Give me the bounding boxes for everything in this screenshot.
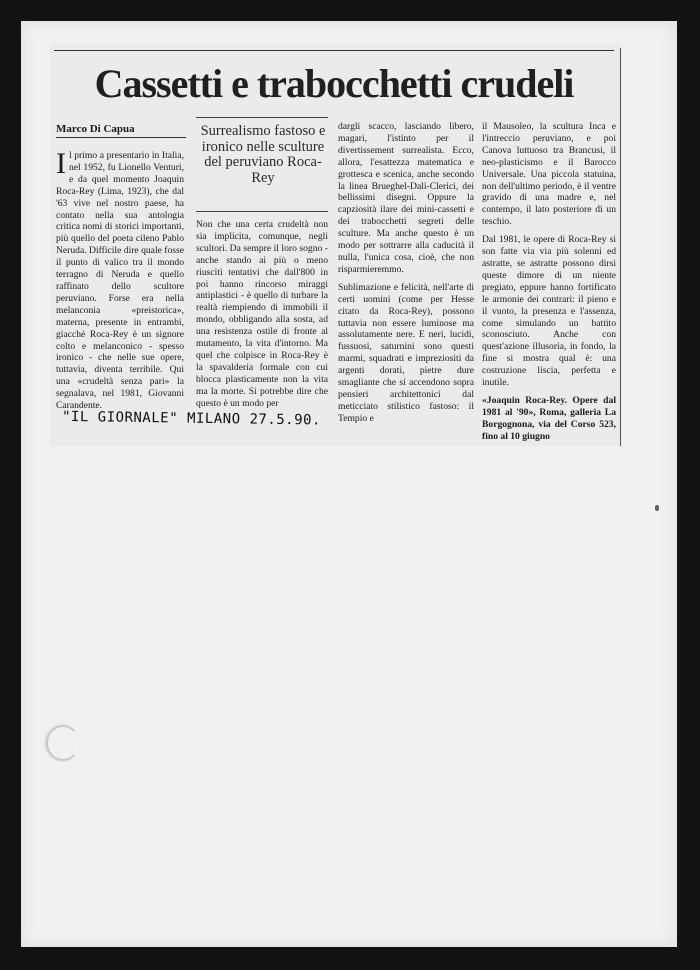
column-4-paragraph-2: Dal 1981, le opere di Roca-Rey si son fatte via via più solenni ed astratte, se astratte possono dirsi queste dimore di un niente pregiato, eppure hanno fortificato le armonie dei contrari: il pieno e il vuoto, la presenza e l'assenza, come simulando un battito sconosciuto. Anche con quest'azione illusoria, in fondo, la fine si mostra qual è: una costruzione liscia, perfetta e inutile. — [482, 234, 616, 389]
column-1 — [56, 147, 184, 412]
column-2 — [196, 219, 328, 416]
subhead-rule-bottom — [196, 211, 328, 212]
right-column-rule — [620, 48, 621, 446]
column-3-paragraph-2: Sublimazione e felicità, nell'arte di certi uomini (come per Hesse citato da Roca-Rey), possono tuttavia non essere luminose ma assolutamente nere. E neri, lucidi, fussuosi, saturnini sono questi marmi, squadrati e impreziositi da argenti dorati, pietre dure smagliante che si accendono sopra pensieri architettonici dal meticciato stilistico fastoso: il Tempio e — [338, 281, 474, 424]
column-2-text: Non che una certa crudeltà non sia implicita, comunque, negli scultori. Da sempre il loro sogno - anche stando ai più o meno riusciti tentativi che dall'800 in poi hanno rincorso miraggi antiplastici - è quello di turbare la realtà riempiendo di immobili il mondo, obbligando alla sosta, ad una resistenza ostile di fronte al mutamento, la vita d'intorno. Ma quel che colpisce in Roca-Rey è la spavalderia formale con cui blocca plasticamente non la vita ma la morte. Si potrebbe dire che questo è un modo per — [196, 219, 328, 409]
article-headline: Cassetti e trabocchetti crudeli — [94, 61, 574, 106]
column-4-paragraph-1: il Mausoleo, la scultura Inca e l'intreccio peruviano, e poi Canova luttuoso tra Brancusi, il neo-plasticismo e il Barocco Universale. Una piccola statuina, non dell'ultimo periodo, è il ventre gravido di una madre e, nel contempo, il lato posteriore di un teschio. — [482, 121, 616, 228]
handwritten-source-note: "IL GIORNALE" MILANO 27.5.90. — [61, 408, 322, 429]
exhibition-credits: «Joaquin Roca-Rey. Opere dal 1981 al '90», Roma, galleria La Borgognona, via del Corso 523, fino al 10 giugno — [482, 394, 616, 442]
subhead-rule-top — [196, 117, 328, 118]
ink-smudge — [655, 505, 659, 511]
article-subhead: Surrealismo fastoso e ironico nelle sculture del peruviano Roca-Rey — [200, 123, 326, 186]
top-rule — [54, 50, 614, 51]
drop-cap: I — [56, 147, 66, 180]
column-4 — [482, 121, 616, 449]
column-1-text: l primo a presentario in Italia, nel 1952, fu Lionello Venturi, e da quel momento Joaquin Roca-Rey (Lima, 1923), che dal '63 vive nel nostro paese, ha contato nella sua antologia critica nomi di storici importanti, più quello del poeta cileno Pablo Neruda. Difficile dire quale fosse il punto di valico tra il mondo terragno di Neruda e quello raffinato dello scultore peruviano. Forse era nella melanconia «preistorica», materna, presente in entrambi, giacché Roca-Rey è un signore colto e melanconico - spesso ironico - che nelle sue opere, tuttavia, diventa terribile. Qui una «crudeltà senza pari» la segnalava, nel 1981, Giovanni Carandente. — [56, 150, 184, 412]
byline: Marco Di Capua — [56, 123, 135, 135]
punch-hole-mark — [46, 725, 80, 761]
column-3 — [338, 121, 474, 431]
byline-rule — [56, 137, 186, 138]
column-3-paragraph-1: dargli scacco, lasciando libero, magari, l'istinto per il divertissement surrealista. Ecco, allora, l'esattezza matematica e grottesca e scenica, anche secondo la linea Brueghel-Dalì-Clerici, dei bellissimi disegni. Oppure la capziosità ilare dei mini-cassetti e dei trabocchetti segreti delle sculture. Ma anche questo è un modo per sottrarre alla caducità il nulla, l'unica cosa, cioè, che non risparmieremmo. — [338, 121, 474, 275]
